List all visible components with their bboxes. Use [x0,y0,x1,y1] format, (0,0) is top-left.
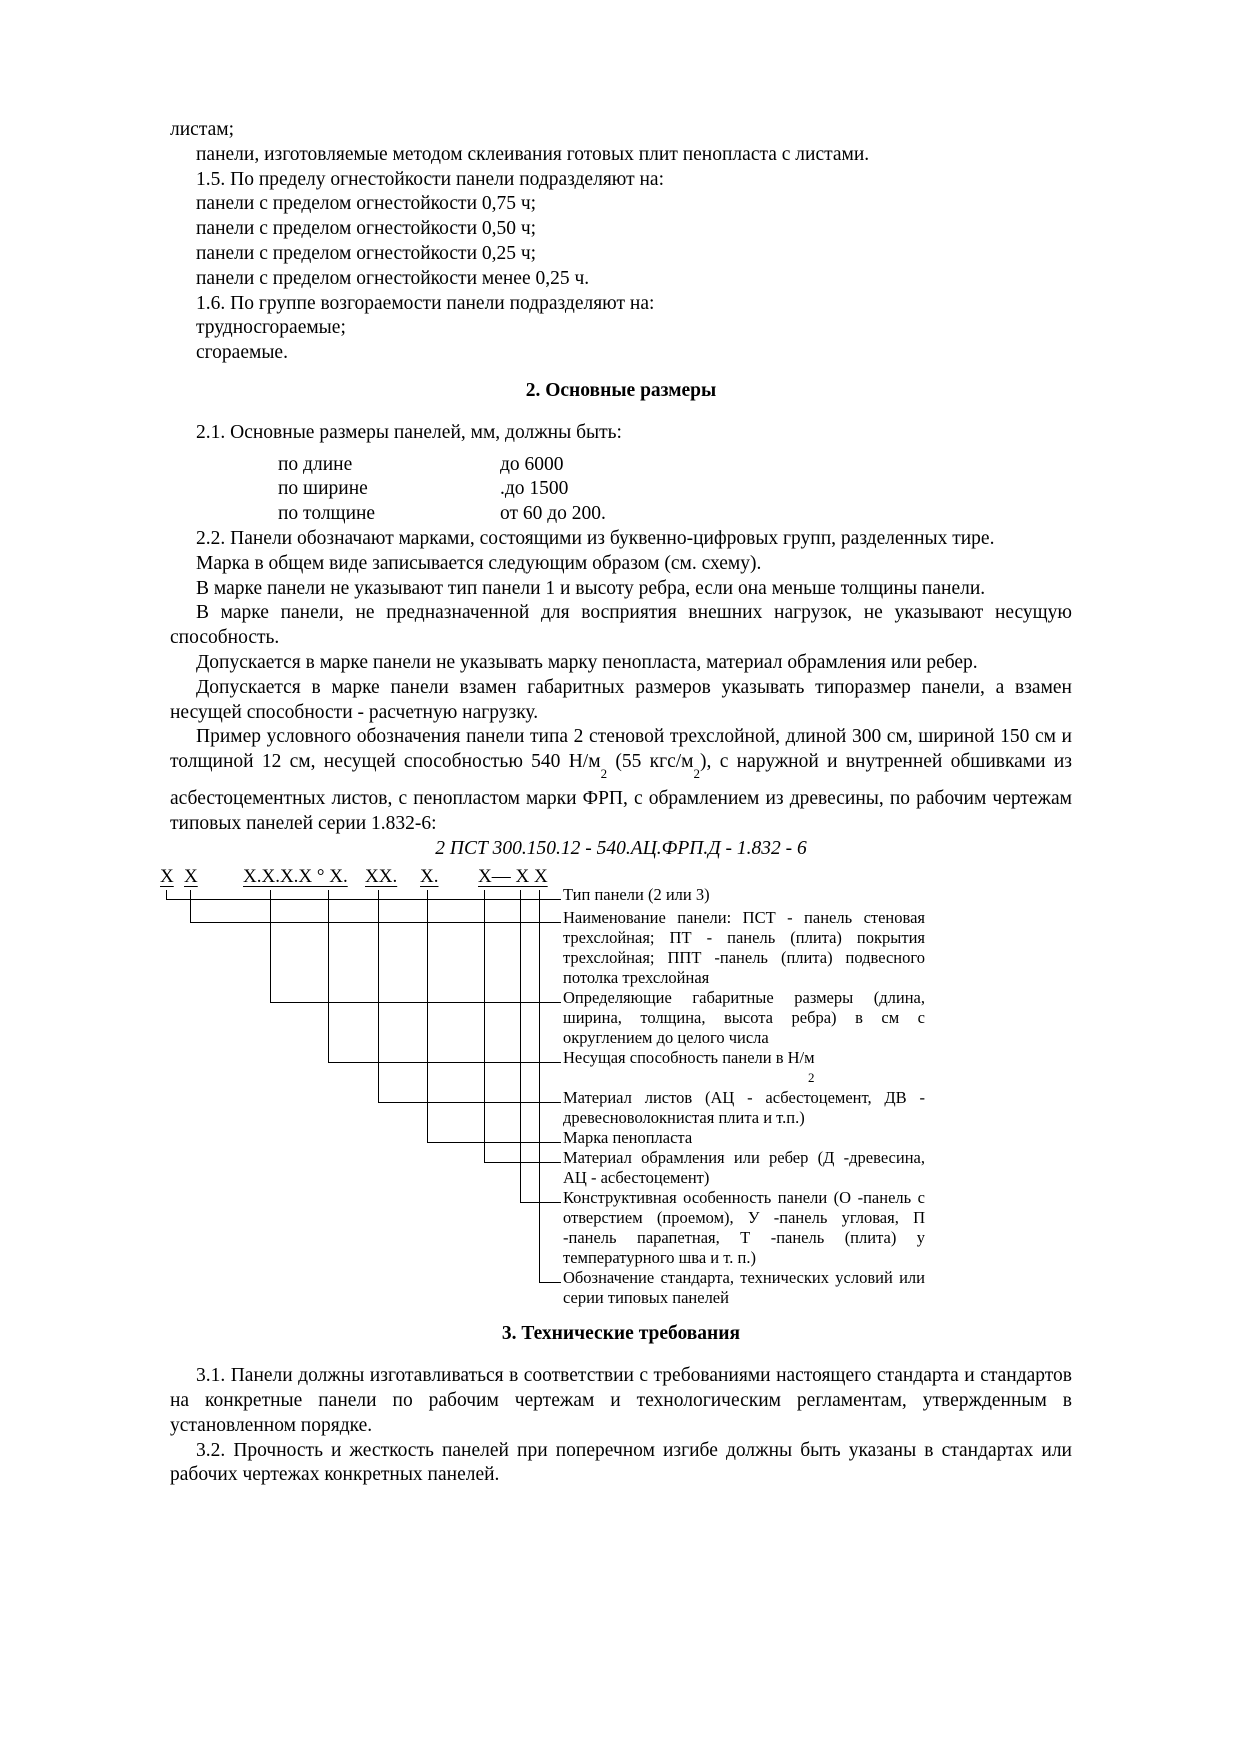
superscript-2: 2 [600,766,608,782]
section-3-heading: 3. Технические требования [501,1323,741,1345]
connector-line [166,899,561,900]
paragraph: Марка в общем виде записывается следующим образом (см. схему). [196,552,762,574]
scheme-symbol: X [160,866,174,888]
superscript-2: 2 [693,766,701,782]
scheme-label-text: Несущая способность панели в Н/м [563,1048,815,1068]
paragraph: листам; [170,119,234,140]
scheme-label: Определяющие габаритные размеры (длина, ширина, толщина, высота ребра) в см с округлением до целого числа [563,988,925,1048]
dimensions-table [170,453,1072,527]
connector-line [520,1202,561,1203]
paragraph: 1.5. По пределу огнестойкости панели подразделяют на: [196,168,664,190]
connector-line [539,890,540,1282]
dimension-value: до 6000 [500,453,564,475]
scheme-symbol: Х.Х.Х.Х ° Х. [243,866,348,888]
scheme-symbol: XX. [365,866,398,888]
connector-line [520,890,521,1202]
paragraph: трудносгораемые; [196,317,346,339]
connector-line [427,890,428,1142]
dimension-row [170,453,1072,478]
paragraph: В марке панели, не предназначенной для восприятия внешних нагрузок, не указывают несущую способность. [170,602,1072,649]
paragraph: панели с пределом огнестойкости 0,75 ч; [196,193,537,215]
connector-line [190,922,561,923]
scheme-label: Марка пенопласта [563,1128,693,1148]
connector-line [539,1282,561,1283]
scheme-symbol: Х— Х Х [478,866,548,888]
dimension-label: по длине [278,453,353,475]
scheme-label: Материал листов (АЦ - асбестоцемент, ДВ - древесноволокнистая плита и т.п.) [563,1088,925,1128]
connector-line [328,1062,561,1063]
mark-example: 2 ПСТ 300.150.12 - 540.АЦ.ФРП.Д - 1.832 - 6 [435,837,807,859]
paragraph: 2.2. Панели обозначают марками, состоящими из буквенно-цифровых групп, разделенных тире. [196,527,995,549]
section-2-heading: 2. Основные размеры [525,379,717,401]
paragraph: Допускается в марке панели не указывать марку пенопласта, материал обрамления или ребер. [196,651,978,673]
connector-line [484,1162,561,1163]
paragraph: панели с пределом огнестойкости менее 0,25 ч. [196,267,590,289]
scheme-label: Наименование панели: ПСТ - панель стеновая трехслойная; ПТ - панель (плита) покрытия трехслойная; ППТ -панель (плита) подвесного потолка трехслойная [563,908,925,988]
scheme-label [563,1048,925,1088]
example-text: Пример условного обозначения панели типа 2 стеновой трехслойной, длиной 300 см, шириной 150 см и толщиной 12 см, несущей способностью 540 Н/м [170,726,1072,773]
paragraph: 3.2. Прочность и жесткость панелей при поперечном изгибе должны быть указаны в стандартах или рабочих чертежах конкретных панелей. [170,1439,1072,1486]
paragraph: 1.6. По группе возгораемости панели подразделяют на: [196,292,655,314]
connector-line [270,890,271,1002]
connector-line [378,1102,561,1103]
connector-line [190,890,191,922]
scheme-symbol: X [184,866,198,888]
scheme-label: Конструктивная особенность панели (О -панель с отверстием (проемом), У -панель угловая, П -панель парапетная, Т -панель (плита) у температурного шва и т. п.) [563,1188,925,1268]
paragraph: панели с пределом огнестойкости 0,50 ч; [196,218,537,240]
dimension-label: по толщине [278,503,376,525]
subscript-2: 2 [808,1070,815,1086]
dimension-row [170,477,1072,502]
connector-line [270,1002,561,1003]
paragraph: 3.1. Панели должны изготавливаться в соответствии с требованиями настоящего стандарта и стандартов на конкретные панели по рабочим чертежам и технологическим регламентам, утвержденным в установленном порядке. [170,1365,1072,1436]
paragraph: 2.1. Основные размеры панелей, мм, должны быть: [196,421,622,443]
paragraph: сгораемые. [196,342,288,364]
example-text: (55 кгс/м [607,751,694,773]
scheme-symbol: Х. [420,866,439,888]
paragraph: В марке панели не указывают тип панели 1 и высоту ребра, если она меньше толщины панели. [196,577,986,599]
mark-scheme-diagram [158,866,1076,1320]
paragraph: панели, изготовляемые методом склеивания готовых плит пенопласта с листами. [196,143,870,165]
dimension-label: по ширине [278,478,368,500]
dimension-value: .до 1500 [500,478,569,500]
paragraph: панели с пределом огнестойкости 0,25 ч; [196,242,537,264]
scheme-label: Тип панели (2 или 3) [563,885,710,905]
paragraph: Допускается в марке панели взамен габаритных размеров указывать типоразмер панели, а взамен несущей способности - расчетную нагрузку. [170,676,1072,723]
scheme-label: Материал обрамления или ребер (Д -древесина, АЦ - асбестоцемент) [563,1148,925,1188]
connector-line [166,890,167,899]
connector-line [427,1142,561,1143]
connector-line [328,890,329,1062]
scheme-label-column [563,885,925,1308]
example-text: ), с наружной и внутренней обшивками из асбестоцементных листов, с пенопластом марки ФРП, с обрамлением из древесины, по рабочим чертежам типовых панелей серии 1.832-6: [170,751,1072,834]
connector-line [484,890,485,1162]
example-paragraph [170,725,1072,836]
dimension-value: от 60 до 200. [500,503,606,525]
scheme-label: Обозначение стандарта, технических условий или серии типовых панелей [563,1268,925,1308]
dimension-row [170,502,1072,527]
